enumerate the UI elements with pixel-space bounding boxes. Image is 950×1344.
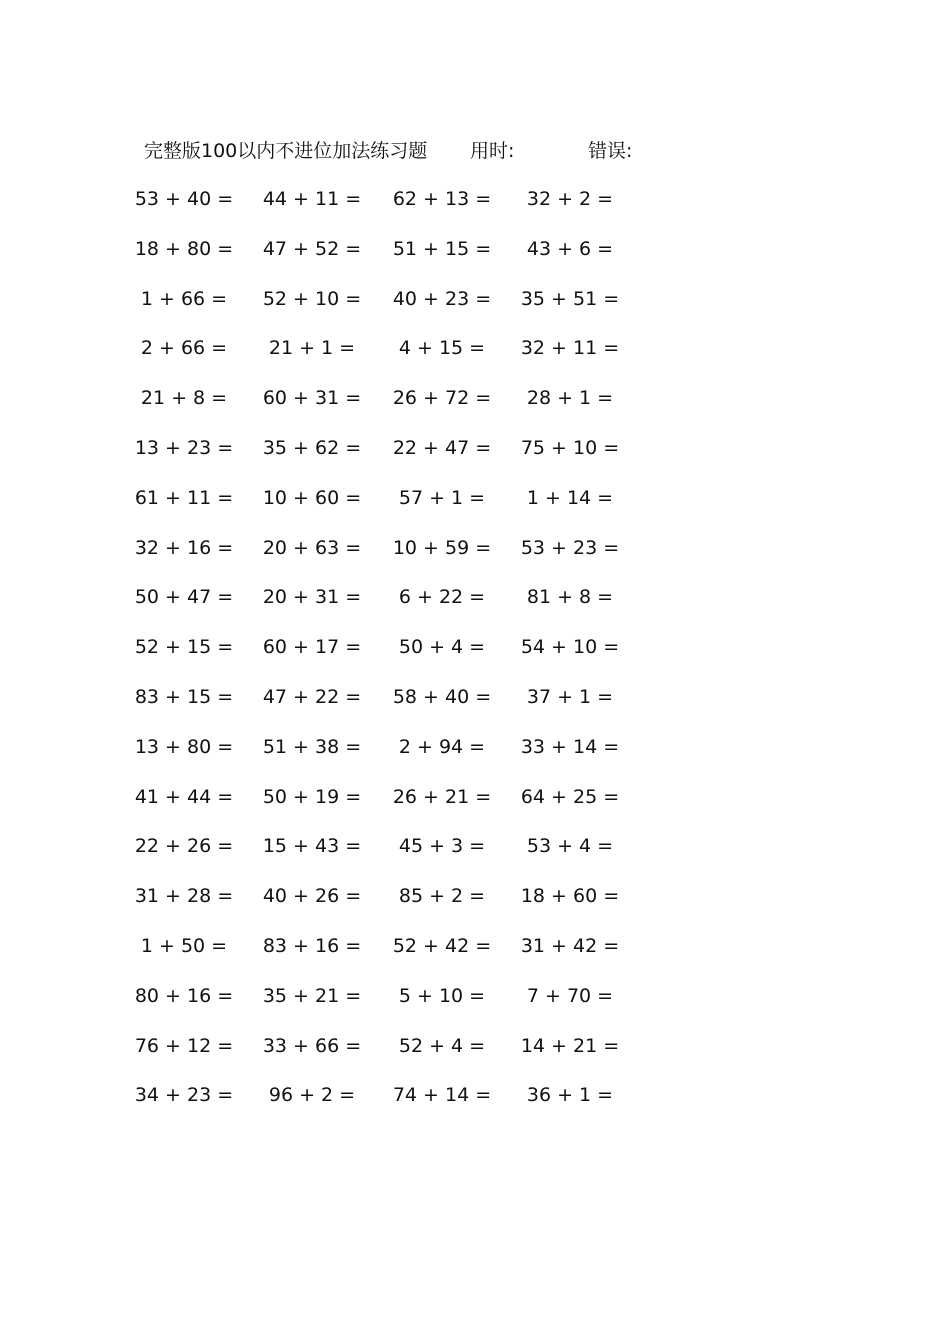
problem-item: 83 + 15 = [134,685,234,708]
problem-item: 58 + 40 = [392,685,492,708]
problem-row [120,632,640,682]
problem-item: 53 + 40 = [134,188,234,210]
problem-item: 32 + 11 = [520,337,620,360]
problem-row [120,284,640,334]
problem-item: 1 + 66 = [140,287,228,310]
problem-item: 50 + 47 = [134,586,234,609]
problem-item: 21 + 8 = [140,387,228,410]
problem-item: 14 + 21 = [520,1034,620,1057]
problem-item: 2 + 94 = [398,735,486,758]
problem-item: 85 + 2 = [398,885,486,908]
problem-row [120,483,640,533]
problem-item: 35 + 21 = [262,984,362,1007]
problem-item: 54 + 10 = [520,636,620,659]
problem-row [120,433,640,483]
problem-item: 21 + 1 = [268,337,356,360]
problem-item: 50 + 4 = [398,636,486,659]
problem-item: 76 + 12 = [134,1034,234,1057]
problem-item: 1 + 14 = [526,486,614,509]
problem-item: 26 + 72 = [392,387,492,410]
problem-item: 33 + 14 = [520,735,620,758]
problem-item: 44 + 11 = [262,188,362,210]
problem-item: 50 + 19 = [262,785,362,808]
problem-item: 41 + 44 = [134,785,234,808]
problem-item: 53 + 23 = [520,536,620,559]
problem-item: 40 + 26 = [262,885,362,908]
problem-item: 64 + 25 = [520,785,620,808]
problem-item: 32 + 16 = [134,536,234,559]
problem-item: 31 + 42 = [520,934,620,957]
problem-row [120,831,640,881]
problem-item: 45 + 3 = [398,835,486,858]
worksheet-title: 完整版100以内不进位加法练习题 [144,140,428,162]
problem-item: 74 + 14 = [392,1084,492,1107]
time-label: 用时: [470,140,515,162]
problem-grid [120,184,640,1130]
problem-item: 26 + 21 = [392,785,492,808]
problem-item: 52 + 10 = [262,287,362,310]
problem-row [120,533,640,583]
problem-item: 51 + 15 = [392,237,492,260]
worksheet-header [144,136,704,166]
error-label: 错误: [588,140,633,162]
problem-item: 18 + 60 = [520,885,620,908]
problem-item: 75 + 10 = [520,436,620,459]
problem-row [120,383,640,433]
problem-item: 40 + 23 = [392,287,492,310]
problem-item: 2 + 66 = [140,337,228,360]
problem-item: 15 + 43 = [262,835,362,858]
problem-item: 20 + 31 = [262,586,362,609]
problem-item: 5 + 10 = [398,984,486,1007]
problem-row [120,931,640,981]
problem-row [120,682,640,732]
problem-item: 1 + 50 = [140,934,228,957]
problem-item: 96 + 2 = [268,1084,356,1107]
problem-item: 35 + 51 = [520,287,620,310]
problem-item: 37 + 1 = [526,685,614,708]
problem-item: 6 + 22 = [398,586,486,609]
problem-item: 28 + 1 = [526,387,614,410]
problem-row [120,234,640,284]
problem-item: 4 + 15 = [398,337,486,360]
problem-item: 81 + 8 = [526,586,614,609]
problem-item: 22 + 26 = [134,835,234,858]
problem-item: 57 + 1 = [398,486,486,509]
problem-row [120,1031,640,1081]
problem-item: 43 + 6 = [526,237,614,260]
problem-item: 62 + 13 = [392,188,492,210]
problem-row [120,582,640,632]
problem-item: 32 + 2 = [526,188,614,210]
problem-row [120,333,640,383]
problem-item: 34 + 23 = [134,1084,234,1107]
problem-item: 83 + 16 = [262,934,362,957]
problem-item: 22 + 47 = [392,436,492,459]
problem-item: 80 + 16 = [134,984,234,1007]
problem-item: 10 + 59 = [392,536,492,559]
problem-row [120,184,640,234]
problem-row [120,981,640,1031]
problem-row [120,881,640,931]
problem-item: 60 + 31 = [262,387,362,410]
problem-item: 33 + 66 = [262,1034,362,1057]
problem-item: 18 + 80 = [134,237,234,260]
problem-item: 36 + 1 = [526,1084,614,1107]
problem-item: 20 + 63 = [262,536,362,559]
problem-item: 10 + 60 = [262,486,362,509]
problem-item: 52 + 4 = [398,1034,486,1057]
problem-item: 31 + 28 = [134,885,234,908]
problem-item: 13 + 80 = [134,735,234,758]
problem-item: 13 + 23 = [134,436,234,459]
problem-item: 61 + 11 = [134,486,234,509]
problem-item: 7 + 70 = [526,984,614,1007]
problem-row [120,782,640,832]
problem-item: 52 + 42 = [392,934,492,957]
problem-item: 51 + 38 = [262,735,362,758]
problem-item: 47 + 52 = [262,237,362,260]
problem-row [120,732,640,782]
problem-item: 53 + 4 = [526,835,614,858]
problem-item: 47 + 22 = [262,685,362,708]
problem-item: 52 + 15 = [134,636,234,659]
problem-row [120,1080,640,1130]
problem-item: 35 + 62 = [262,436,362,459]
problem-item: 60 + 17 = [262,636,362,659]
